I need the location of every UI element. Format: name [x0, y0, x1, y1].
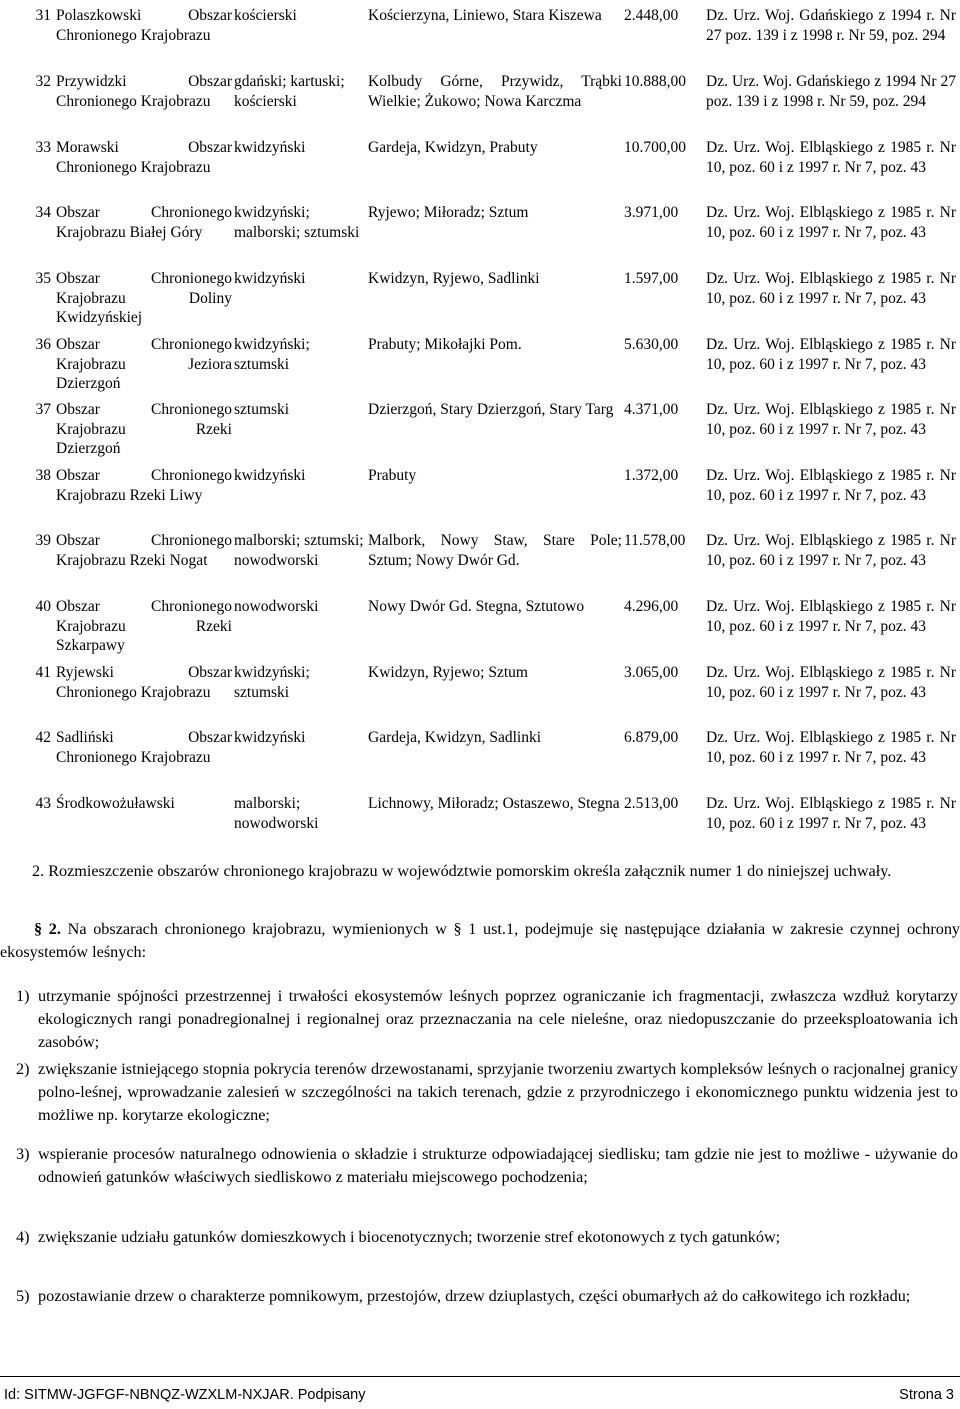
- legal-basis: Dz. Urz. Woj. Gdańskiego z 1994 r. Nr 27 poz. 139 i z 1998 r. Nr 59, poz. 294: [706, 7, 956, 44]
- area-name: Obszar Chronionego Krajobrazu Białej Góry: [56, 204, 232, 241]
- area-name: Ryjewski Obszar Chronionego Krajobrazu: [56, 664, 232, 701]
- area-value: 4.371,00: [624, 401, 679, 418]
- powiat-cell: kwidzyński: [234, 139, 306, 156]
- table-row: [0, 263, 960, 329]
- gminy-cell: Dzierzgoń, Stary Dzierzgoń, Stary Targ: [368, 401, 614, 418]
- row-number: 41: [35, 664, 51, 681]
- page-footer: [0, 1376, 960, 1403]
- powiat-cell: malborski; nowodworski: [234, 795, 319, 832]
- powiat-cell: kwidzyński: [234, 729, 306, 746]
- area-value: 10.700,00: [624, 139, 686, 156]
- gminy-cell: Kwidzyn, Ryjewo, Sadlinki: [368, 270, 540, 287]
- gminy-cell: Kwidzyn, Ryjewo; Sztum: [368, 664, 528, 681]
- gminy-cell: Prabuty: [368, 467, 417, 484]
- legal-basis: Dz. Urz. Woj. Elbląskiego z 1985 r. Nr 10, poz. 60 i z 1997 r. Nr 7, poz. 43: [706, 795, 956, 832]
- legal-basis: Dz. Urz. Woj. Gdańskiego z 1994 Nr 27 poz. 139 i z 1998 r. Nr 59, poz. 294: [706, 73, 956, 110]
- list-item-number: 2): [16, 1060, 30, 1078]
- powiat-cell: kościerski: [234, 7, 297, 24]
- powiat-cell: nowodworski: [234, 598, 319, 615]
- list-item-number: 4): [16, 1228, 30, 1246]
- list-item-text: zwiększanie istniejącego stopnia pokrycia terenów drzewostanami, sprzyjanie tworzeniu zwartych kompleksów leśnych o racjonalnej granicy polno-leśnej, wprowadzanie zalesień w szczególności na takich terenach, gdzie z przyrodniczego i ekonomicznego punktu widzenia jest to możliwe np. korytarze ekologiczne;: [38, 1060, 958, 1124]
- table-row: [0, 132, 960, 198]
- paragraph-2-location: [0, 860, 960, 883]
- area-value: 1.372,00: [624, 467, 679, 484]
- area-name: Obszar Chronionego Krajobrazu Jeziora Dzierzgoń: [56, 336, 232, 392]
- area-name: Obszar Chronionego Krajobrazu Rzeki Dzierzgoń: [56, 401, 232, 457]
- paragraph-2b-text: Na obszarach chronionego krajobrazu, wymienionych w § 1 ust.1, podejmuje się następujące działania w zakresie czynnej ochrony ekosystemów leśnych:: [0, 920, 960, 961]
- table-row: [0, 788, 960, 854]
- table-row: [0, 722, 960, 788]
- paragraph-2-actions: [0, 918, 960, 964]
- list-item-text: pozostawianie drzew o charakterze pomnikowym, przestojów, drzew dziuplastych, części obumarłych aż do całkowitego ich rozkładu;: [38, 1287, 911, 1305]
- area-name: Przywidzki Obszar Chronionego Krajobrazu: [56, 73, 232, 110]
- area-value: 1.597,00: [624, 270, 679, 287]
- gminy-cell: Gardeja, Kwidzyn, Sadlinki: [368, 729, 542, 746]
- legal-basis: Dz. Urz. Woj. Elbląskiego z 1985 r. Nr 10, poz. 60 i z 1997 r. Nr 7, poz. 43: [706, 139, 956, 176]
- area-value: 5.630,00: [624, 336, 679, 353]
- area-value: 4.296,00: [624, 598, 679, 615]
- gminy-cell: Kolbudy Górne, Przywidz, Trąbki Wielkie; Żukowo; Nowa Karczma: [368, 73, 622, 110]
- area-value: 3.065,00: [624, 664, 679, 681]
- row-number: 35: [35, 270, 51, 287]
- area-value: 10.888,00: [624, 73, 686, 90]
- list-item-number: 3): [16, 1145, 30, 1163]
- area-value: 6.879,00: [624, 729, 679, 746]
- area-name: Obszar Chronionego Krajobrazu Rzeki Nogat: [56, 532, 232, 569]
- gminy-cell: Lichnowy, Miłoradz; Ostaszewo, Stegna: [368, 795, 620, 812]
- area-name: Środkowożuławski: [56, 795, 175, 812]
- area-name: Morawski Obszar Chronionego Krajobrazu: [56, 139, 232, 176]
- list-item-text: zwiększanie udziału gatunków domieszkowych i biocenotycznych; tworzenie stref ekotonowych z tych gatunków;: [38, 1228, 781, 1246]
- table-row: [0, 460, 960, 526]
- area-name: Polaszkowski Obszar Chronionego Krajobrazu: [56, 7, 232, 44]
- legal-basis: Dz. Urz. Woj. Elbląskiego z 1985 r. Nr 10, poz. 60 i z 1997 r. Nr 7, poz. 43: [706, 664, 956, 701]
- row-number: 37: [35, 401, 51, 418]
- legal-basis: Dz. Urz. Woj. Elbląskiego z 1985 r. Nr 10, poz. 60 i z 1997 r. Nr 7, poz. 43: [706, 729, 956, 766]
- list-item-number: 1): [16, 987, 30, 1005]
- legal-basis: Dz. Urz. Woj. Elbląskiego z 1985 r. Nr 10, poz. 60 i z 1997 r. Nr 7, poz. 43: [706, 532, 956, 569]
- row-number: 38: [35, 467, 51, 484]
- table-row: [0, 591, 960, 657]
- powiat-cell: kwidzyński; malborski; sztumski: [234, 204, 360, 241]
- area-name: Obszar Chronionego Krajobrazu Rzeki Szkarpawy: [56, 598, 232, 654]
- row-number: 43: [35, 795, 51, 812]
- section-mark: § 2.: [34, 920, 61, 938]
- row-number: 33: [35, 139, 51, 156]
- table-row: [0, 0, 960, 66]
- area-name: Sadliński Obszar Chronionego Krajobrazu: [56, 729, 232, 766]
- table-row: [0, 329, 960, 395]
- page-number: Strona 3: [899, 1387, 954, 1403]
- powiat-cell: sztumski: [234, 401, 290, 418]
- table-row: [0, 197, 960, 263]
- gminy-cell: Nowy Dwór Gd. Stegna, Sztutowo: [368, 598, 585, 615]
- area-name: Obszar Chronionego Krajobrazu Doliny Kwidzyńskiej: [56, 270, 232, 326]
- document-id: Id: SITMW-JGFGF-NBNQZ-WZXLM-NXJAR. Podpisany: [4, 1387, 366, 1403]
- gminy-cell: Ryjewo; Miłoradz; Sztum: [368, 204, 529, 221]
- gminy-cell: Gardeja, Kwidzyn, Prabuty: [368, 139, 538, 156]
- legal-basis: Dz. Urz. Woj. Elbląskiego z 1985 r. Nr 10, poz. 60 i z 1997 r. Nr 7, poz. 43: [706, 270, 956, 307]
- area-value: 3.971,00: [624, 204, 679, 221]
- area-value: 11.578,00: [624, 532, 686, 549]
- table-row: [0, 525, 960, 591]
- list-item-text: utrzymanie spójności przestrzennej i trwałości ekosystemów leśnych poprzez ograniczanie ich fragmentacji, zwłaszcza wzdłuż korytarzy ekologicznych rangi ponadregionalnej i regionalnej oraz przeznaczania na cele nieleśne, oraz niedopuszczanie do przeeksploatowania ich zasobów;: [38, 987, 958, 1051]
- table-row: [0, 657, 960, 723]
- list-item-text: wspieranie procesów naturalnego odnowienia o składzie i strukturze odpowiadającej siedlisku; tam gdzie nie jest to możliwe - używanie do odnowień gatunków właściwych siedliskowo z materiału miejscowego pochodzenia;: [38, 1145, 958, 1186]
- legal-basis: Dz. Urz. Woj. Elbląskiego z 1985 r. Nr 10, poz. 60 i z 1997 r. Nr 7, poz. 43: [706, 401, 956, 438]
- row-number: 32: [35, 73, 51, 90]
- row-number: 31: [35, 7, 51, 24]
- list-item-number: 5): [16, 1287, 30, 1305]
- row-number: 39: [35, 532, 51, 549]
- gminy-cell: Malbork, Nowy Staw, Stare Pole; Sztum; Nowy Dwór Gd.: [368, 532, 622, 569]
- table-row: [0, 394, 960, 460]
- area-name: Obszar Chronionego Krajobrazu Rzeki Liwy: [56, 467, 232, 504]
- row-number: 34: [35, 204, 51, 221]
- powiat-cell: kwidzyński: [234, 270, 306, 287]
- powiat-cell: kwidzyński; sztumski: [234, 664, 310, 701]
- row-number: 42: [35, 729, 51, 746]
- area-value: 2.448,00: [624, 7, 679, 24]
- legal-basis: Dz. Urz. Woj. Elbląskiego z 1985 r. Nr 10, poz. 60 i z 1997 r. Nr 7, poz. 43: [706, 336, 956, 373]
- paragraph-2-text: 2. Rozmieszczenie obszarów chronionego krajobrazu w województwie pomorskim określa załącznik numer 1 do niniejszej uchwały.: [32, 862, 892, 880]
- powiat-cell: gdański; kartuski; kościerski: [234, 73, 345, 110]
- legal-basis: Dz. Urz. Woj. Elbląskiego z 1985 r. Nr 10, poz. 60 i z 1997 r. Nr 7, poz. 43: [706, 204, 956, 241]
- powiat-cell: kwidzyński; sztumski: [234, 336, 310, 373]
- table-row: [0, 66, 960, 132]
- legal-basis: Dz. Urz. Woj. Elbląskiego z 1985 r. Nr 10, poz. 60 i z 1997 r. Nr 7, poz. 43: [706, 598, 956, 635]
- powiat-cell: malborski; sztumski; nowodworski: [234, 532, 364, 569]
- gminy-cell: Kościerzyna, Liniewo, Stara Kiszewa: [368, 7, 602, 24]
- powiat-cell: kwidzyński: [234, 467, 306, 484]
- row-number: 36: [35, 336, 51, 353]
- gminy-cell: Prabuty; Mikołajki Pom.: [368, 336, 522, 353]
- legal-basis: Dz. Urz. Woj. Elbląskiego z 1985 r. Nr 10, poz. 60 i z 1997 r. Nr 7, poz. 43: [706, 467, 956, 504]
- row-number: 40: [35, 598, 51, 615]
- area-value: 2.513,00: [624, 795, 679, 812]
